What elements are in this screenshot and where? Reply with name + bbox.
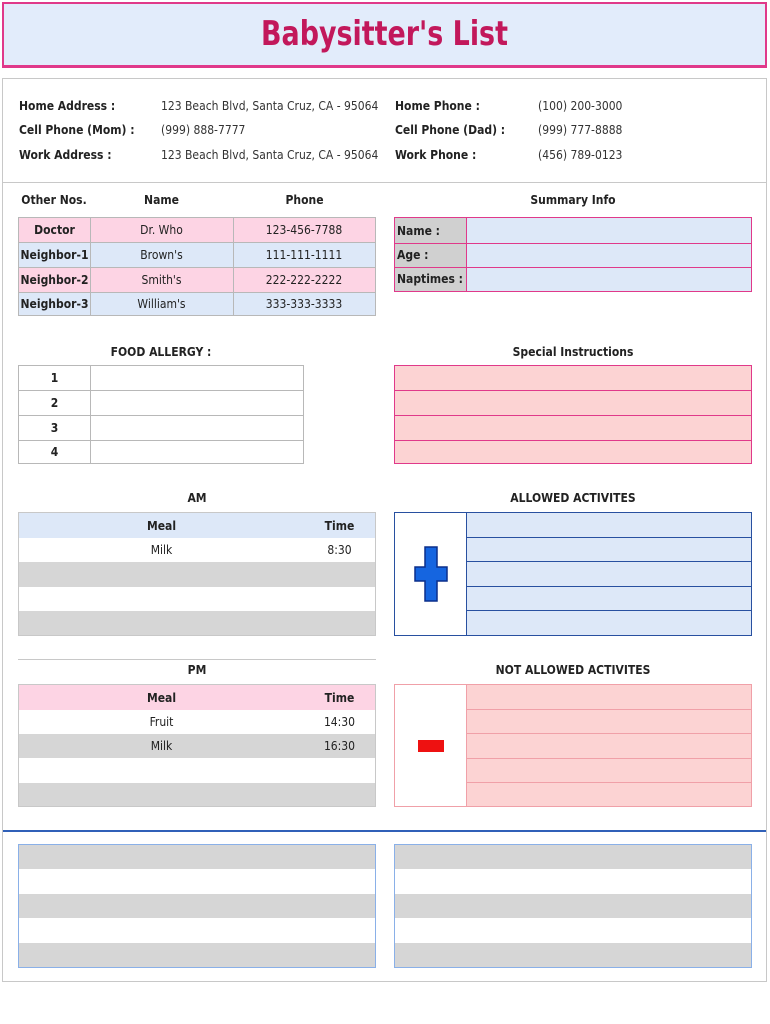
allowed-activity-field[interactable] <box>467 611 751 635</box>
contact-phone-cell[interactable]: 123-456-7788 <box>233 218 375 242</box>
time-column-header: Time <box>304 513 375 538</box>
title-banner <box>2 2 767 68</box>
time-cell[interactable] <box>304 611 375 635</box>
meal-column-header: Meal <box>19 513 304 538</box>
not-allowed-activity-field[interactable] <box>467 685 751 709</box>
not-allowed-activity-field[interactable] <box>467 783 751 806</box>
not-allowed-activities-header: NOT ALLOWED ACTIVITES <box>495 663 651 677</box>
divider <box>18 659 376 660</box>
row-label: Doctor <box>19 218 90 242</box>
notes-left-table <box>18 844 376 968</box>
allowed-activity-field[interactable] <box>467 538 751 561</box>
notes-field[interactable] <box>395 869 751 894</box>
notes-field[interactable] <box>19 845 375 869</box>
food-allergy-header: FOOD ALLERGY : <box>110 345 212 359</box>
allergy-field[interactable] <box>90 366 303 390</box>
home-address-label: Home Address : <box>19 99 116 113</box>
contact-name-cell[interactable]: Dr. Who <box>90 218 233 242</box>
am-meal-table <box>18 512 376 636</box>
special-instructions-table <box>394 365 752 464</box>
not-allowed-activities-table <box>394 684 752 807</box>
allergy-number: 2 <box>50 395 59 410</box>
work-address-label: Work Address : <box>19 148 112 162</box>
meal-cell[interactable]: Milk <box>19 538 304 562</box>
meal-column-header: Meal <box>19 685 304 710</box>
meal-cell[interactable] <box>19 783 304 806</box>
notes-field[interactable] <box>395 918 751 943</box>
contact-name-cell[interactable]: Smith's <box>90 267 233 292</box>
allergy-number: 4 <box>50 444 59 459</box>
row-label: Neighbor-2 <box>19 267 90 292</box>
allowed-activities-header: ALLOWED ACTIVITES <box>510 491 636 505</box>
am-header: AM <box>187 491 207 505</box>
allergy-number: 3 <box>50 420 59 435</box>
allergy-field[interactable] <box>90 440 303 463</box>
notes-field[interactable] <box>395 943 751 967</box>
home-address-value: 123 Beach Blvd, Santa Cruz, CA - 95064 <box>161 99 379 113</box>
allergy-number: 1 <box>50 371 59 385</box>
cell-dad-label: Cell Phone (Dad) : <box>395 123 506 137</box>
notes-field[interactable] <box>395 894 751 918</box>
meal-cell[interactable]: Milk <box>19 734 304 758</box>
other-numbers-table <box>18 217 376 316</box>
pm-meal-table <box>18 684 376 807</box>
summary-naptimes-field[interactable] <box>466 267 751 291</box>
row-label: Neighbor-3 <box>19 292 90 315</box>
not-allowed-activity-field[interactable] <box>467 759 751 782</box>
notes-field[interactable] <box>19 918 375 943</box>
allowed-activity-field[interactable] <box>467 587 751 610</box>
page-title: Babysitter's List <box>261 14 508 54</box>
summary-header: Summary Info <box>530 193 616 207</box>
time-cell[interactable] <box>304 783 375 806</box>
time-cell[interactable]: 16:30 <box>304 734 375 758</box>
other-nos-header: Other Nos. <box>21 193 87 207</box>
allergy-field[interactable] <box>90 415 303 440</box>
not-allowed-activity-field[interactable] <box>467 710 751 733</box>
meal-cell[interactable] <box>19 758 304 783</box>
summary-naptimes-label: Naptimes : <box>395 267 466 291</box>
special-instructions-header: Special Instructions <box>512 345 634 359</box>
cell-mom-label: Cell Phone (Mom) : <box>19 123 135 137</box>
not-allowed-activity-field[interactable] <box>467 734 751 758</box>
allowed-activity-field[interactable] <box>467 562 751 586</box>
instruction-field[interactable] <box>395 366 751 390</box>
plus-icon <box>395 513 466 635</box>
allowed-activity-field[interactable] <box>467 513 751 537</box>
divider <box>3 830 766 832</box>
cell-mom-value: (999) 888-7777 <box>161 123 246 137</box>
meal-cell[interactable]: Fruit <box>19 710 304 734</box>
contact-phone-cell[interactable]: 222-222-2222 <box>233 267 375 292</box>
contact-phone-cell[interactable]: 333-333-3333 <box>233 292 375 315</box>
meal-cell[interactable] <box>19 611 304 635</box>
time-cell[interactable] <box>304 587 375 611</box>
food-allergy-table <box>18 365 304 464</box>
home-phone-value: (100) 200-3000 <box>538 99 623 113</box>
home-phone-label: Home Phone : <box>395 99 480 113</box>
allowed-activities-table <box>394 512 752 636</box>
work-address-value: 123 Beach Blvd, Santa Cruz, CA - 95064 <box>161 148 379 162</box>
time-column-header: Time <box>304 685 375 710</box>
instruction-field[interactable] <box>395 440 751 463</box>
work-phone-label: Work Phone : <box>395 148 477 162</box>
notes-field[interactable] <box>19 894 375 918</box>
notes-field[interactable] <box>19 869 375 894</box>
summary-age-field[interactable] <box>466 243 751 267</box>
minus-icon <box>395 685 466 806</box>
contact-name-cell[interactable]: Brown's <box>90 242 233 267</box>
time-cell[interactable]: 14:30 <box>304 710 375 734</box>
meal-cell[interactable] <box>19 562 304 587</box>
contact-name-cell[interactable]: William's <box>90 292 233 315</box>
cell-dad-value: (999) 777-8888 <box>538 123 623 137</box>
notes-field[interactable] <box>19 943 375 967</box>
summary-age-label: Age : <box>395 243 466 267</box>
name-header: Name <box>144 193 179 207</box>
phone-header: Phone <box>285 193 324 207</box>
summary-table <box>394 217 752 292</box>
instruction-field[interactable] <box>395 390 751 415</box>
row-label: Neighbor-1 <box>19 242 90 267</box>
divider <box>3 182 766 183</box>
time-cell[interactable] <box>304 758 375 783</box>
allergy-field[interactable] <box>90 390 303 415</box>
notes-field[interactable] <box>395 845 751 869</box>
instruction-field[interactable] <box>395 415 751 440</box>
contact-phone-cell[interactable]: 111-111-1111 <box>233 242 375 267</box>
notes-right-table <box>394 844 752 968</box>
work-phone-value: (456) 789-0123 <box>538 148 623 162</box>
time-cell[interactable]: 8:30 <box>304 538 375 562</box>
summary-name-field[interactable] <box>466 218 751 243</box>
meal-cell[interactable] <box>19 587 304 611</box>
time-cell[interactable] <box>304 562 375 587</box>
summary-name-label: Name : <box>395 218 466 243</box>
pm-header: PM <box>187 663 207 677</box>
